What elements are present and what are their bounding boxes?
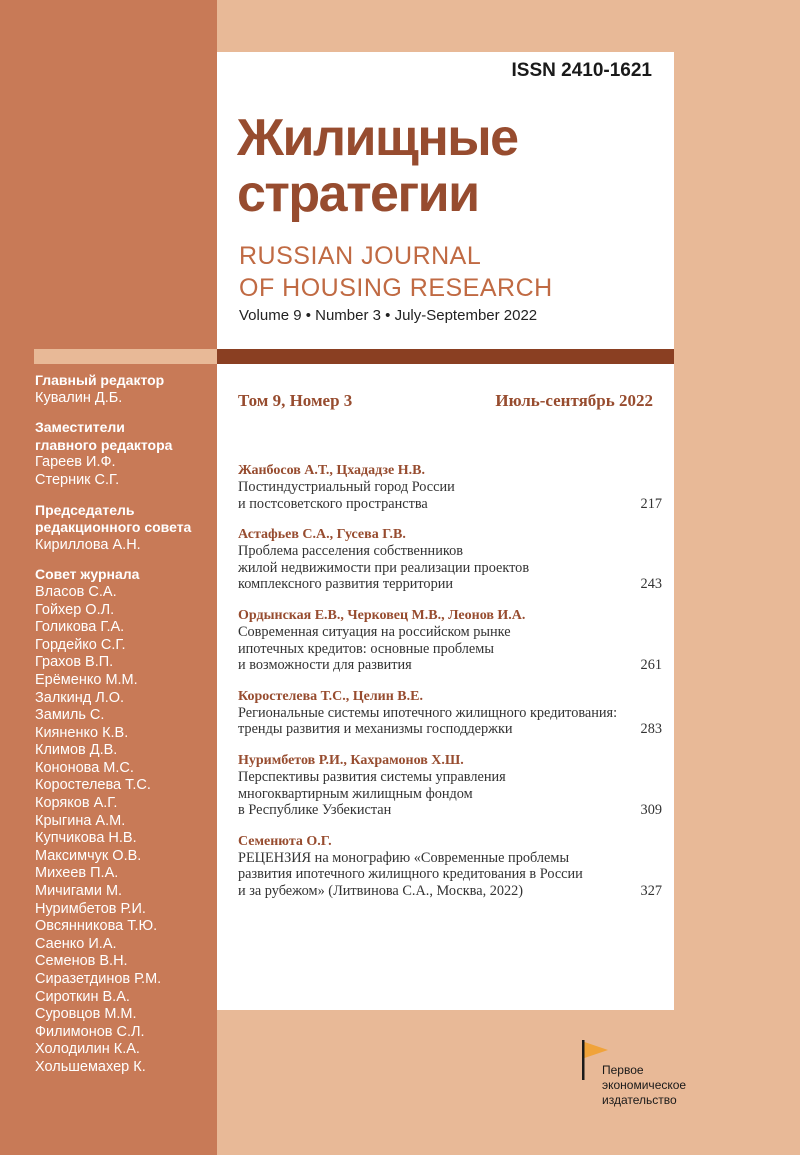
deputies-section [35, 419, 215, 489]
council-member: Крыгина А.М. [35, 812, 126, 829]
council-member: Кияненко К.В. [35, 724, 129, 741]
toc-authors: Семенюта О.Г. [238, 833, 332, 849]
council-member: Сиразетдинов Р.М. [35, 971, 162, 987]
council-member: Филимонов С.Л. [35, 1023, 145, 1040]
toc-title-line: Региональные системы ипотечного жилищного кредитования: [238, 704, 618, 721]
toc-page-number: 309 [640, 802, 662, 819]
council-member: Холодилин К.А. [35, 1041, 140, 1058]
editorial-board [35, 372, 215, 1089]
council-member: Климов Д.В. [35, 742, 118, 759]
council-member: Коростелева Т.С. [35, 777, 151, 794]
council-member: Хольшемахер К. [35, 1058, 146, 1075]
council-member: Семенов В.Н. [35, 953, 128, 970]
issn-number: ISSN 2410-1621 [511, 60, 652, 81]
deputies-role-line2: главного редактора [35, 436, 173, 453]
publisher-logo [580, 1038, 740, 1118]
toc-authors: Жанбосов А.Т., Цхададзе Н.В. [238, 463, 425, 478]
toc-title [238, 624, 666, 674]
toc-title-line: и постсоветского пространства [238, 495, 428, 512]
toc-entry[interactable] [238, 527, 666, 593]
toc-title-line: ипотечных кредитов: основные проблемы [238, 640, 494, 657]
publisher-name [602, 1063, 686, 1108]
toc-page-number: 261 [640, 657, 662, 674]
toc-page-number: 217 [640, 495, 662, 512]
council-member: Гордейко С.Г. [35, 636, 126, 653]
toc-authors: Астафьев С.А., Гусева Г.В. [238, 527, 406, 543]
chief-editor-name: Кувалин Д.Б. [35, 389, 123, 406]
toc-title-line: Постиндустриальный город России [238, 479, 455, 495]
council-member: Залкинд Л.О. [35, 689, 125, 706]
toc-title [238, 850, 666, 900]
council-member: Нуримбетов Р.И. [35, 900, 146, 917]
journal-title-line1: Жилищные [237, 109, 518, 167]
toc-entry[interactable] [238, 753, 666, 819]
council-member: Овсянникова Т.Ю. [35, 918, 158, 935]
council-member: Максимчук О.В. [35, 847, 142, 864]
publisher-line3: издательство [602, 1093, 677, 1107]
council-member: Сироткин В.А. [35, 988, 130, 1005]
divider-dark [217, 349, 674, 364]
council-member: Власов С.А. [35, 583, 117, 600]
toc-title-line: жилой недвижимости при реализации проектов [238, 559, 530, 576]
toc-title [238, 705, 666, 738]
divider-light [34, 349, 217, 364]
toc-page-number: 327 [640, 882, 662, 899]
toc-title-line: Проблема расселения собственников [238, 543, 463, 560]
table-of-contents [238, 463, 666, 915]
journal-subtitle [239, 240, 553, 304]
journal-title [237, 110, 667, 222]
council-member: Ерёменко М.М. [35, 671, 138, 688]
toc-authors: Коростелева Т.С., Целин В.Е. [238, 688, 423, 704]
council-member: Михеев П.А. [35, 865, 119, 882]
board-member-name: Гареев И.Ф. [35, 454, 116, 471]
toc-title-line: развития ипотечного жилищного кредитования в России [238, 866, 583, 883]
toc-title [238, 543, 666, 593]
toc-title-line: Современная ситуация на российском рынке [238, 623, 511, 640]
council-role: Совет журнала [35, 566, 140, 583]
issue-number: Том 9, Номер 3 [238, 391, 353, 410]
council-member: Голикова Г.А. [35, 619, 125, 636]
toc-title-line: и возможности для развития [238, 657, 412, 674]
toc-title [238, 479, 666, 512]
toc-title-line: тренды развития и механизмы господдержки [238, 721, 513, 738]
journal-subtitle-line1: RUSSIAN JOURNAL [239, 242, 482, 270]
toc-page-number: 243 [640, 576, 662, 593]
chief-editor-section [35, 372, 215, 407]
chief-editor-role: Главный редактор [35, 372, 165, 388]
council-member: Грахов В.П. [35, 654, 114, 671]
chair-role-line1: Председатель [35, 501, 135, 518]
council-section [35, 566, 215, 1076]
toc-page-number: 283 [640, 721, 662, 738]
council-member: Суровцов М.М. [35, 1006, 137, 1023]
council-member: Замиль С. [35, 707, 105, 724]
toc-title [238, 769, 666, 819]
toc-authors: Нуримбетов Р.И., Кахрамонов Х.Ш. [238, 752, 464, 768]
volume-line: Volume 9 • Number 3 • July-September 2022 [239, 307, 538, 324]
chair-section [35, 502, 215, 555]
toc-entry[interactable] [238, 689, 666, 738]
council-member: Саенко И.А. [35, 935, 117, 952]
council-member: Коряков А.Г. [35, 795, 118, 812]
chair-role-line2: редакционного совета [35, 519, 192, 536]
issue-period: Июль-сентябрь 2022 [495, 391, 653, 410]
toc-title-line: в Республике Узбекистан [238, 802, 392, 819]
toc-title-line: РЕЦЕНЗИЯ на монографию «Современные проблемы [238, 849, 570, 866]
council-member: Гойхер О.Л. [35, 601, 115, 618]
toc-title-line: и за рубежом» (Литвинова С.А., Москва, 2022) [238, 882, 524, 899]
toc-title-line: комплексного развития территории [238, 576, 454, 593]
toc-title-line: многоквартирным жилищным фондом [238, 785, 473, 802]
publisher-line1: Первое [602, 1063, 644, 1077]
journal-title-line2: стратегии [237, 165, 479, 223]
toc-entry[interactable] [238, 608, 666, 674]
board-member-name: Стерник С.Г. [35, 471, 120, 488]
toc-title-line: Перспективы развития системы управления [238, 768, 506, 785]
toc-entry[interactable] [238, 834, 666, 900]
council-member: Купчикова Н.В. [35, 830, 137, 847]
deputies-role-line1: Заместители [35, 419, 125, 436]
toc-authors: Ордынская Е.В., Черковец М.В., Леонов И.А. [238, 607, 526, 623]
council-member: Кононова М.С. [35, 759, 134, 776]
publisher-line2: экономическое [602, 1078, 687, 1092]
toc-entry[interactable] [238, 463, 666, 512]
chair-name: Кириллова А.Н. [35, 536, 141, 553]
journal-subtitle-line2: OF HOUSING RESEARCH [239, 274, 553, 302]
council-member: Мичигами М. [35, 883, 123, 900]
